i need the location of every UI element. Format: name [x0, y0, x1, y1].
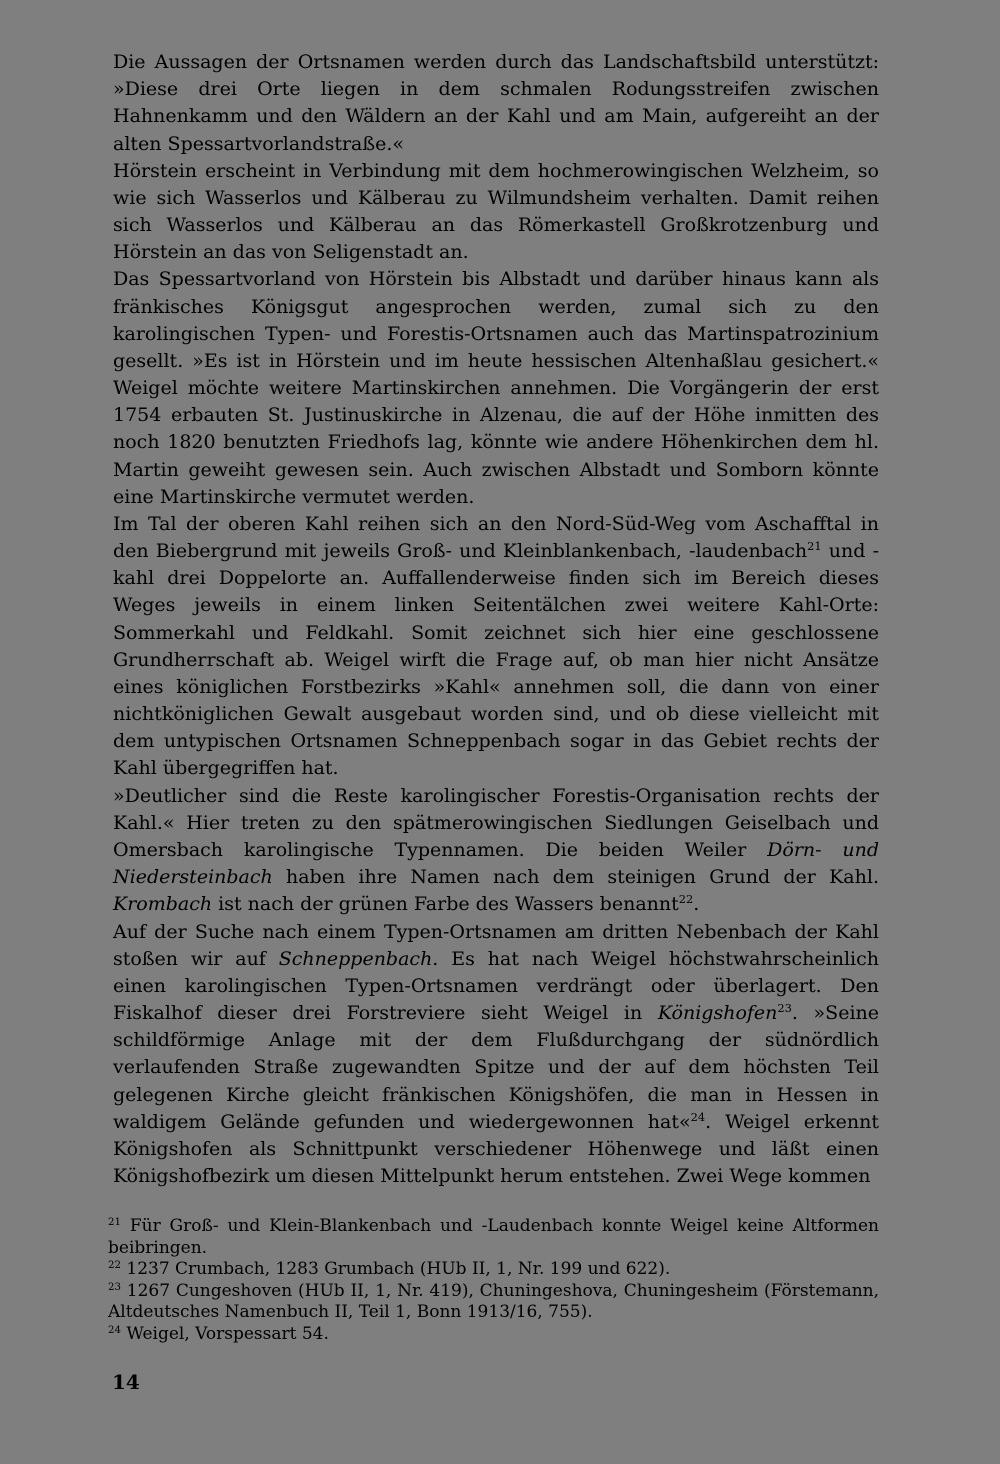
text-run: . Weigel erkennt Königshofen als Schnittpunkt verschiedener Höhenwege und läßt einen Königshofbezirk um diesen Mittelpunkt herum entstehen. Zwei Wege kommen — [113, 1110, 879, 1188]
italic-place-name: Dörn- und Niedersteinbach — [113, 838, 879, 889]
footnote-text: 1237 Crumbach, 1283 Grumbach (HUb II, 1, Nr. 199 und 622). — [126, 1259, 671, 1279]
footnote — [108, 1324, 879, 1346]
paragraph — [113, 919, 879, 1191]
footnote-ref: 24 — [690, 1109, 706, 1124]
body-text — [113, 49, 879, 1190]
footnote-ref: 23 — [777, 1001, 792, 1016]
footnote-number: 24 — [108, 1324, 121, 1336]
text-run: ist nach der grünen Farbe des Wassers benannt — [212, 893, 679, 916]
footnote-number: 21 — [108, 1216, 121, 1228]
text-run: Das Spessartvorland von Hörstein bis Albstadt und darüber hinaus kann als fränkisches Königsgut angesprochen werden, zumal sich zu den karolingischen Typen- und Forestis-Ortsnamen auch das Martinspatrozinium gesellt. »Es ist in Hörstein und im heute hessischen Altenhaßlau gesichert.« Weigel möchte weitere Martinskirchen annehmen. Die Vorgängerin der erst 1754 erbauten St. Justinuskirche in Alzenau, die auf der Höhe inmitten des noch 1820 benutzten Friedhofs lag, könnte wie andere Höhenkirchen dem hl. Martin geweiht gewesen sein. Auch zwischen Albstadt und Somborn könnte eine Martinskirche vermutet werden. — [113, 268, 879, 508]
paragraph — [113, 783, 879, 919]
text-run: Es hat nach Weigel höchstwahrscheinlich einen karolingischen Typen-Ortsnamen verdrängt oder überlagert. Den Fiskalhof dieser drei Forstreviere sieht Weigel in — [113, 947, 879, 1025]
text-run: . — [693, 893, 700, 916]
text-run: Auf der Suche nach einem Typen-Ortsnamen am dritten Nebenbach der Kahl stoßen wir auf — [113, 920, 879, 970]
footnote-text: 1267 Cungeshoven (HUb II, 1, Nr. 419), Chuningeshova, Chuningesheim (Förstemann, Altdeutsches Namenbuch II, Teil 1, Bonn 1913/16, 755). — [108, 1280, 880, 1322]
paragraph — [113, 511, 879, 783]
italic-place-name: Krombach — [113, 893, 213, 916]
footnote-number: 23 — [108, 1281, 121, 1293]
text-run: »Deutlicher sind die Reste karolingischer Forestis-Organisation rechts der Kahl.« Hier treten zu den spätmerowingischen Siedlungen Geiselbach und Omersbach karolingische Typennamen. Die beiden Weiler — [113, 784, 879, 861]
page-number: 14 — [112, 1370, 140, 1394]
footnote — [108, 1216, 879, 1259]
footnote-text: Weigel, Vorspessart 54. — [126, 1323, 329, 1344]
footnote-text: Für Groß- und Klein-Blankenbach und -Laudenbach konnte Weigel keine Altformen beibringen. — [108, 1216, 880, 1258]
italic-place-name: Königshofen — [657, 1002, 778, 1025]
paragraph — [113, 49, 879, 158]
text-run: und -kahl drei Doppelorte an. Auffallenderweise finden sich im Bereich dieses Weges jeweils in einem linken Seitentälchen zwei weitere Kahl-Orte: Sommerkahl und Feldkahl. Somit zeichnet sich hier eine geschlossene Grundherrschaft ab. Weigel wirft die Frage auf, ob man hier nicht Ansätze eines königlichen Forstbezirks »Kahl« annehmen soll, die dann von einer nichtköniglichen Gewalt ausgebaut worden sind, und ob diese vielleicht mit dem untypischen Ortsnamen Schneppenbach sogar in das Gebiet rechts der Kahl übergegriffen hat. — [113, 540, 880, 780]
italic-place-name: Schneppenbach. — [278, 947, 439, 970]
footnote-number: 22 — [108, 1259, 121, 1271]
text-run: haben ihre Namen nach dem steinigen Grund der Kahl. — [272, 866, 879, 889]
text-run: Im Tal der oberen Kahl reihen sich an den Nord-Süd-Weg vom Aschafftal in den Biebergrund mit jeweils Groß- und Kleinblankenbach, -laudenbach — [113, 512, 879, 563]
paragraph — [113, 158, 879, 267]
footnote-ref: 21 — [807, 539, 822, 554]
paragraph — [113, 266, 879, 511]
footnote — [108, 1281, 879, 1324]
footnote-ref: 22 — [678, 892, 694, 907]
footnotes — [108, 1216, 879, 1345]
text-run: . »Seine schildförmige Anlage mit der dem Flußdurchgang der südnördlich verlaufenden Straße zugewandten Spitze und der auf dem höchsten Teil gelegenen Kirche gleicht fränkischen Königshöfen, die man in Hessen in waldigem Gelände gefunden und wiedergewonnen hat« — [113, 1002, 879, 1133]
footnote — [108, 1259, 879, 1281]
text-run: Die Aussagen der Ortsnamen werden durch das Landschaftsbild unterstützt: »Diese drei Orte liegen in dem schmalen Rodungsstreifen zwischen Hahnenkamm und den Wäldern an der Kahl und am Main, aufgereiht an der alten Spessartvorlandstraße.« — [113, 51, 879, 155]
text-run: Hörstein erscheint in Verbindung mit dem hochmerowingischen Welzheim, so wie sich Wasserlos und Kälberau zu Wilmundsheim verhalten. Damit reihen sich Wasserlos und Kälberau an das Römerkastell Großkrotzenburg und Hörstein an das von Seligenstadt an. — [113, 159, 879, 264]
